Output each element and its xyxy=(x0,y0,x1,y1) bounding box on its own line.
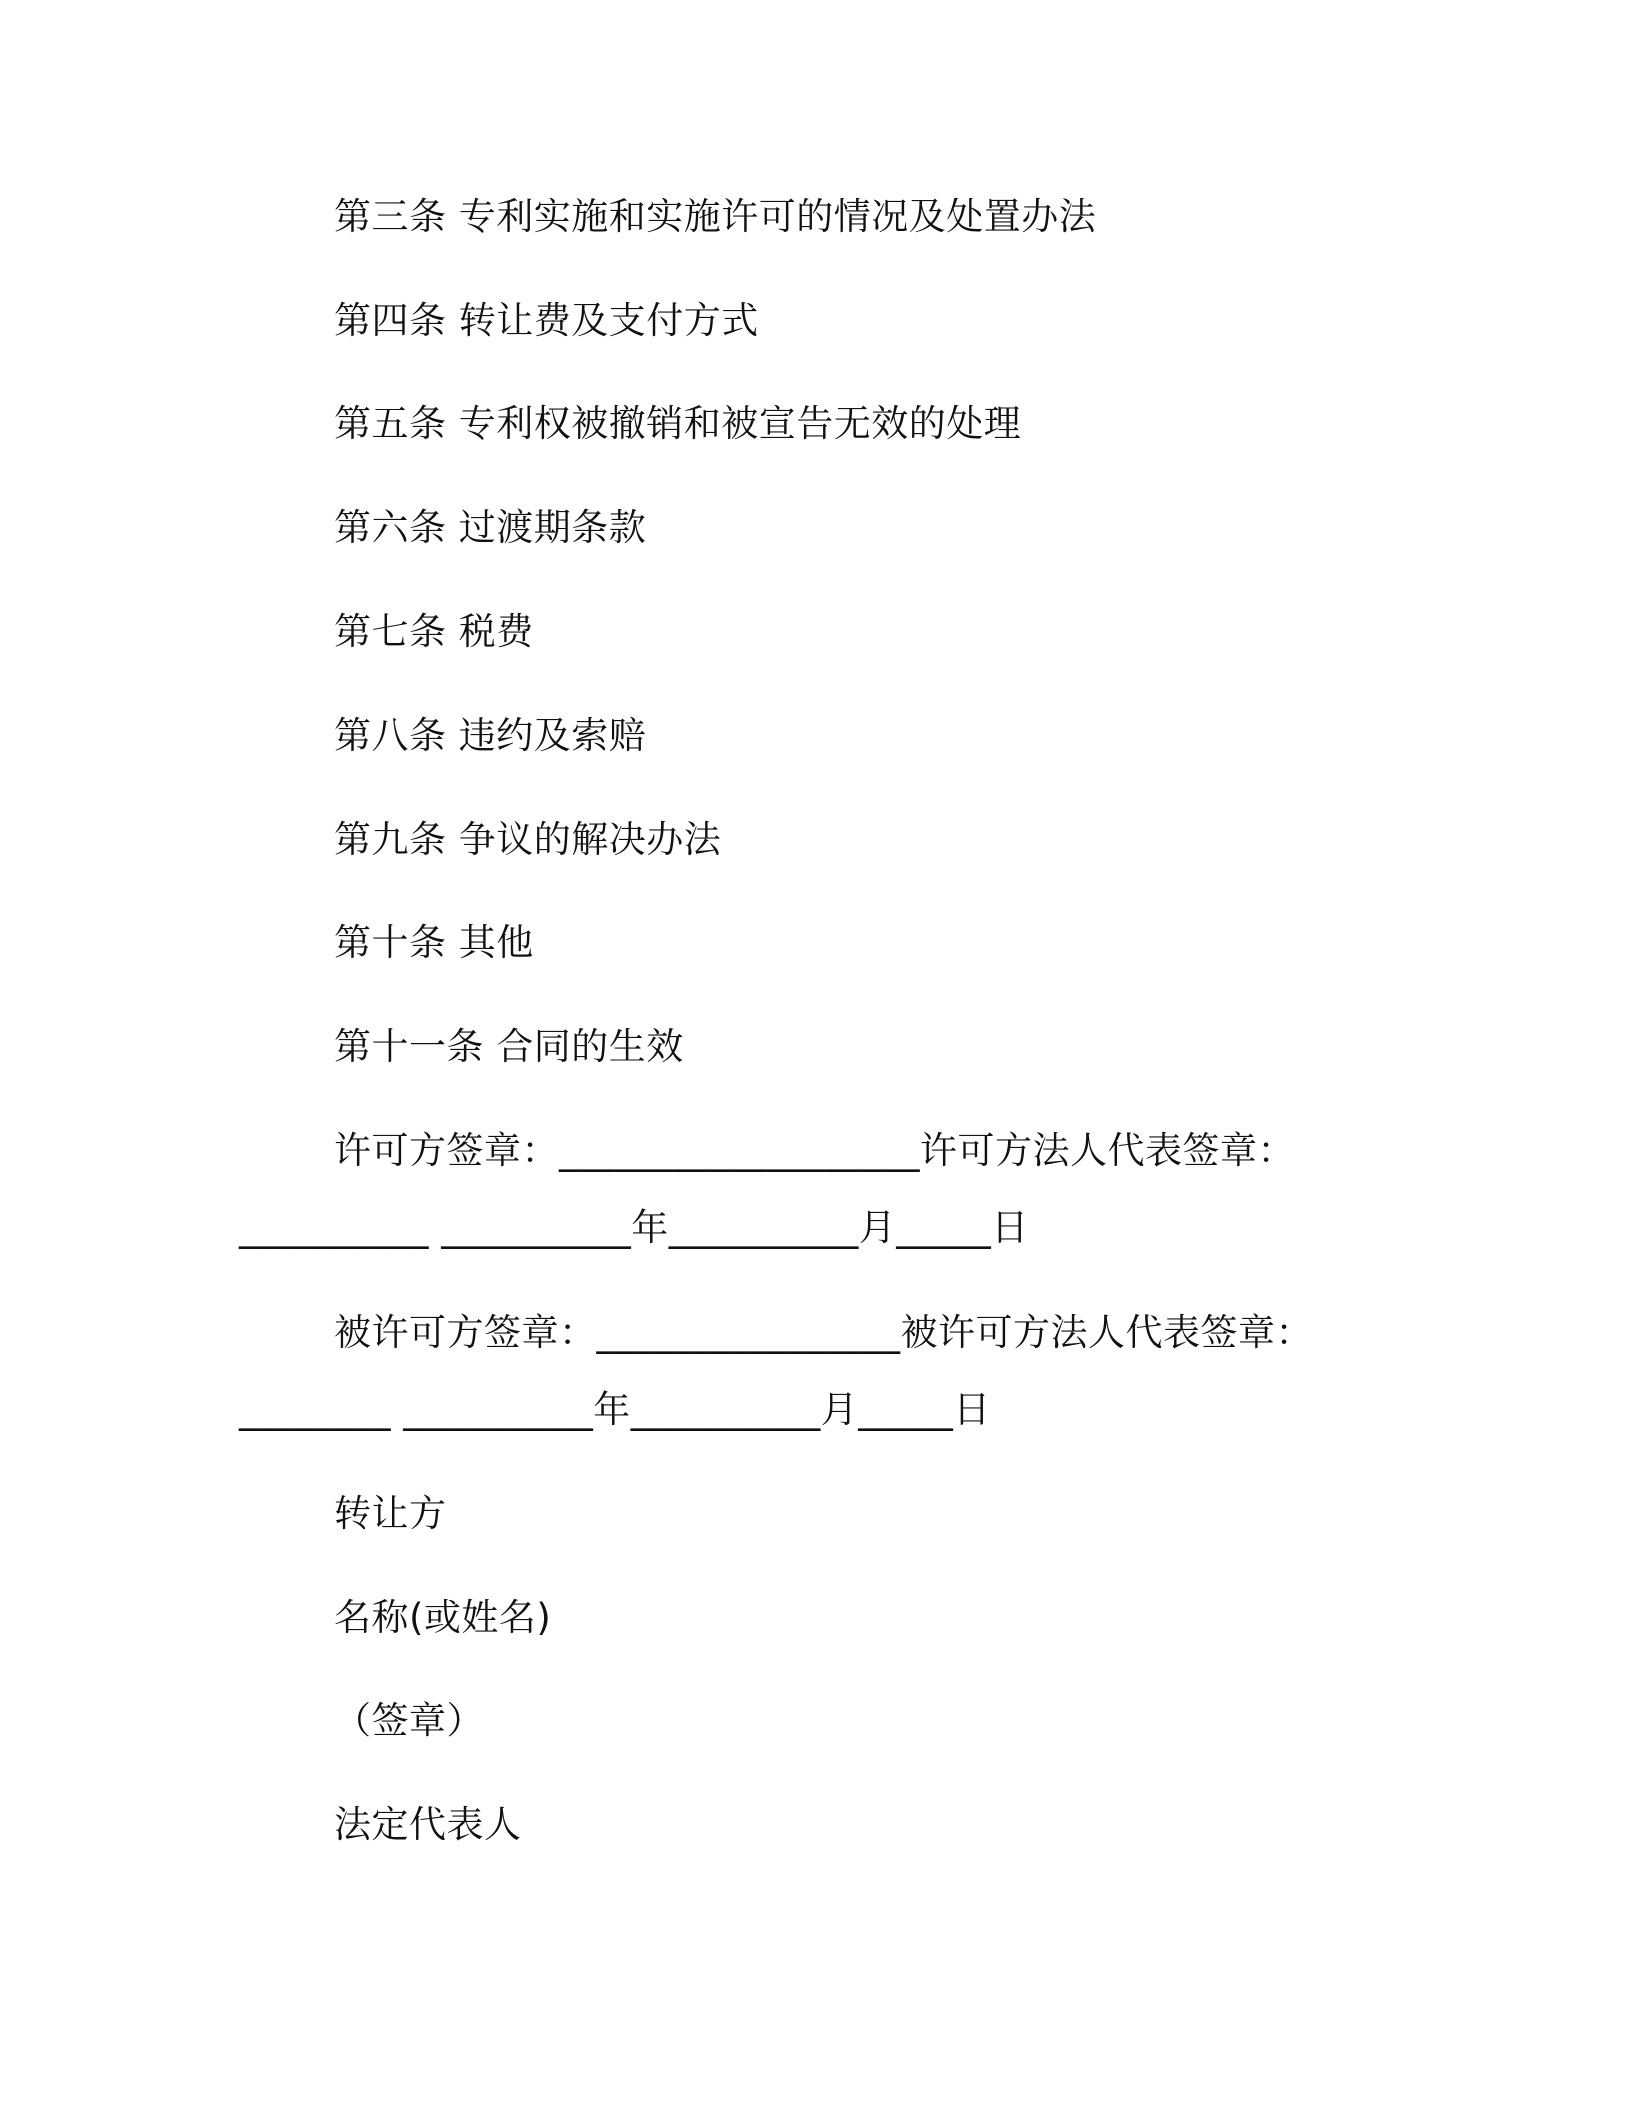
licensee-signature-line: 被许可方签章：________________被许可方法人代表签章： xyxy=(334,1311,1313,1354)
article-6: 第六条 过渡期条款 xyxy=(334,506,647,549)
licensor-date-line: __________ __________年__________月_____日 xyxy=(239,1206,1029,1249)
article-9: 第九条 争议的解决办法 xyxy=(334,818,722,861)
transferor-label: 转让方 xyxy=(334,1492,447,1535)
article-8: 第八条 违约及索赔 xyxy=(334,714,647,757)
article-4: 第四条 转让费及支付方式 xyxy=(334,299,759,342)
article-3: 第三条 专利实施和实施许可的情况及处置办法 xyxy=(334,195,1097,238)
licensor-signature-line: 许可方签章：___________________许可方法人代表签章： xyxy=(334,1129,1295,1172)
article-5: 第五条 专利权被撤销和被宣告无效的处理 xyxy=(334,402,1022,445)
legal-representative-label: 法定代表人 xyxy=(334,1803,522,1846)
article-7: 第七条 税费 xyxy=(334,610,534,653)
article-11: 第十一条 合同的生效 xyxy=(334,1025,684,1068)
article-10: 第十条 其他 xyxy=(334,921,534,964)
seal-label: （签章） xyxy=(334,1699,484,1742)
licensee-date-line: ________ __________年__________月_____日 xyxy=(239,1388,991,1431)
name-label: 名称(或姓名) xyxy=(334,1596,552,1639)
